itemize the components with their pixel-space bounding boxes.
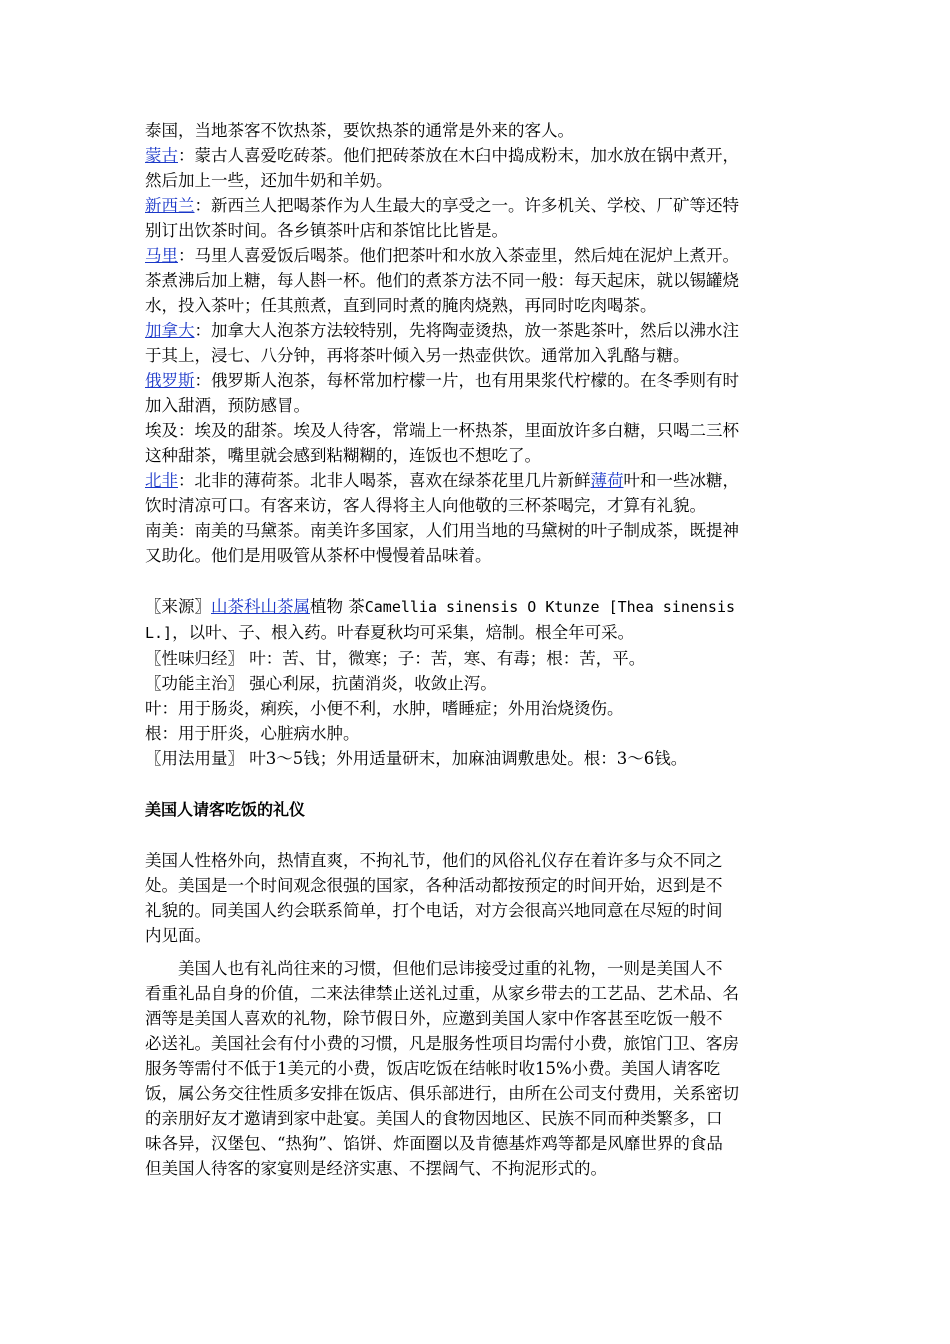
spacer	[145, 948, 810, 956]
mali-link[interactable]: 马里	[145, 246, 178, 265]
source-text-1: 植物 茶	[310, 597, 365, 616]
herbal-root-use: 根：用于肝炎，心脏病水肿。	[145, 724, 360, 743]
paragraph-line: 味各异，汉堡包、“热狗”、馅饼、炸面圈以及肯德基炸鸡等都是风靡世界的食品	[145, 1134, 723, 1153]
mongolia-link[interactable]: 蒙古	[145, 146, 178, 165]
egypt-line-1: 埃及：埃及的甜茶。埃及人待客，常端上一杯热茶，里面放许多白糖，只喝二三杯	[145, 421, 739, 440]
mali-line-1	[145, 243, 810, 268]
paragraph-line: 但美国人待客的家宴则是经济实惠、不摆阔气、不拘泥形式的。	[145, 1159, 607, 1178]
paragraph-line: 看重礼品自身的价值，二来法律禁止送礼过重，从家乡带去的工艺品、艺术品、名	[145, 984, 739, 1003]
document-page	[145, 118, 810, 1181]
northafrica-link[interactable]: 北非	[145, 471, 178, 490]
russia-line-1	[145, 368, 810, 393]
paragraph-line: 酒等是美国人喜欢的礼物，除节假日外，应邀到美国人家中作客甚至吃饭一般不	[145, 1009, 723, 1028]
mali-line-2: 茶煮沸后加上糖，每人斟一杯。他们的煮茶方法不同一般：每天起床，就以锡罐烧	[145, 271, 739, 290]
canada-text-1: ：加拿大人泡茶方法较特别，先将陶壶烫热，放一茶匙茶叶，然后以沸水注	[194, 321, 739, 340]
northafrica-line-1	[145, 468, 810, 493]
spacer	[145, 822, 810, 848]
herbal-taste: 〖性味归经〗 叶：苦、甘，微寒；子：苦，寒、有毒；根：苦，平。	[145, 649, 646, 668]
mongolia-text-1: ：蒙古人喜爱吃砖茶。他们把砖茶放在木臼中捣成粉末，加水放在锅中煮开，	[178, 146, 739, 165]
newzealand-link[interactable]: 新西兰	[145, 196, 195, 215]
thailand-line: 泰国，当地茶客不饮热茶，要饮热茶的通常是外来的客人。	[145, 121, 574, 140]
canada-line-1	[145, 318, 810, 343]
newzealand-line-2: 别订出饮茶时间。各乡镇茶叶店和茶馆比比皆是。	[145, 221, 508, 240]
spacer	[145, 568, 810, 594]
source-latin-2: L.]	[145, 624, 173, 642]
herbal-source-line-2	[145, 620, 810, 646]
source-latin-1: Camellia sinensis O Ktunze [Thea sinensis	[364, 598, 736, 616]
article-paragraph-1	[145, 848, 810, 948]
mali-line-3: 水，投入茶叶；任其煎煮，直到同时煮的腌肉烧熟，再同时吃肉喝茶。	[145, 296, 657, 315]
canada-link[interactable]: 加拿大	[145, 321, 195, 340]
northafrica-text-1b: 叶和一些冰糖，	[623, 471, 739, 490]
source-text-2: ，以叶、子、根入药。叶春夏秋均可采集，焙制。根全年可采。	[172, 623, 635, 642]
southamerica-line-1: 南美：南美的马黛茶。南美许多国家，人们用当地的马黛树的叶子制成茶，既提神	[145, 521, 739, 540]
russia-link[interactable]: 俄罗斯	[145, 371, 195, 390]
herbal-function: 〖功能主治〗 强心利尿，抗菌消炎，收敛止泻。	[145, 674, 497, 693]
egypt-line-2: 这种甜茶，嘴里就会感到粘糊糊的，连饭也不想吃了。	[145, 446, 541, 465]
paragraph-line: 服务等需付不低于1美元的小费，饭店吃饭在结帐时收15%小费。美国人请客吃	[145, 1059, 721, 1078]
herbal-dosage: 〖用法用量〗 叶3～5钱；外用适量研末，加麻油调敷患处。根：3～6钱。	[145, 749, 688, 768]
newzealand-line-1	[145, 193, 810, 218]
northafrica-line-2: 饮时清凉可口。有客来访，客人得将主人向他敬的三杯茶喝完，才算有礼貌。	[145, 496, 706, 515]
southamerica-line-2: 又助化。他们是用吸管从茶杯中慢慢着品味着。	[145, 546, 492, 565]
spacer	[145, 771, 810, 797]
paragraph-line: 美国人也有礼尚往来的习惯，但他们忌讳接受过重的礼物，一则是美国人不	[178, 959, 723, 978]
paragraph-line: 必送礼。美国社会有付小费的习惯，凡是服务性项目均需付小费，旅馆门卫、客房	[145, 1034, 739, 1053]
mint-link[interactable]: 薄荷	[590, 471, 624, 490]
paragraph-line: 饭，属公务交往性质多安排在饭店、俱乐部进行，由所在公司支付费用，关系密切	[145, 1084, 739, 1103]
article-paragraph-2	[145, 956, 810, 1181]
herbal-source-line-1	[145, 594, 810, 620]
russia-text-1: ：俄罗斯人泡茶，每杯常加柠檬一片，也有用果浆代柠檬的。在冬季则有时	[194, 371, 739, 390]
source-label: 〖来源〗	[145, 597, 211, 616]
article-title: 美国人请客吃饭的礼仪	[145, 800, 306, 819]
newzealand-text-1: ：新西兰人把喝茶作为人生最大的享受之一。许多机关、学校、厂矿等还特	[194, 196, 739, 215]
mongolia-line-1	[145, 143, 810, 168]
paragraph-line: 处。美国是一个时间观念很强的国家，各种活动都按预定的时间开始，迟到是不	[145, 876, 723, 895]
paragraph-line: 美国人性格外向，热情直爽，不拘礼节，他们的风俗礼仪存在着许多与众不同之	[145, 851, 723, 870]
herbal-leaf-use: 叶：用于肠炎，痢疾，小便不利，水肿，嗜睡症；外用治烧烫伤。	[145, 699, 624, 718]
genus-link[interactable]: 山茶科山茶属	[211, 597, 310, 616]
russia-line-2: 加入甜酒，预防感冒。	[145, 396, 310, 415]
mongolia-line-2: 然后加上一些，还加牛奶和羊奶。	[145, 171, 393, 190]
northafrica-text-1a: ：北非的薄荷茶。北非人喝茶，喜欢在绿茶花里几片新鲜	[178, 471, 591, 490]
paragraph-line: 的亲朋好友才邀请到家中赴宴。美国人的食物因地区、民族不同而种类繁多，口	[145, 1109, 723, 1128]
paragraph-line: 礼貌的。同美国人约会联系简单，打个电话，对方会很高兴地同意在尽短的时间	[145, 901, 723, 920]
paragraph-line: 内见面。	[145, 926, 211, 945]
mali-text-1: ：马里人喜爱饭后喝茶。他们把茶叶和水放入茶壶里，然后炖在泥炉上煮开。	[178, 246, 739, 265]
canada-line-2: 于其上，浸七、八分钟，再将茶叶倾入另一热壶供饮。通常加入乳酪与糖。	[145, 346, 690, 365]
